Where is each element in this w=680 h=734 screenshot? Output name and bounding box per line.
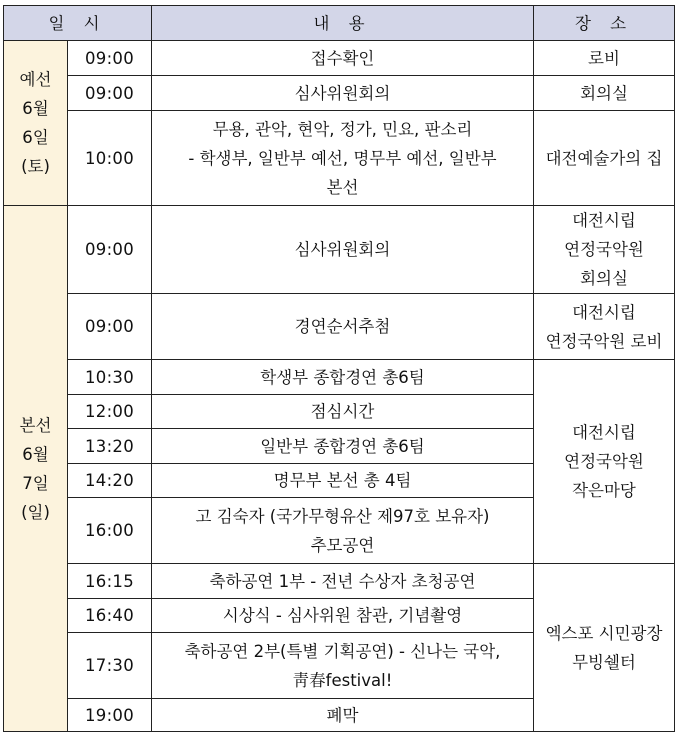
day-label-prelim: 예선 6월 6일 (토) [4, 41, 68, 206]
time-cell: 09:00 [68, 76, 152, 111]
time-cell: 09:00 [68, 294, 152, 360]
place-cell-small-hall: 대전시립 연정국악원 작은마당 [534, 360, 675, 564]
table-row [4, 360, 675, 395]
day-label-final: 본선 6월 7일 (일) [4, 206, 68, 732]
table-row [4, 294, 675, 360]
table-row [4, 41, 675, 76]
header-datetime: 일 시 [4, 6, 152, 41]
time-cell: 09:00 [68, 41, 152, 76]
content-cell: 명무부 본선 총 4팀 [152, 464, 534, 498]
header-place: 장 소 [534, 6, 675, 41]
time-cell: 12:00 [68, 395, 152, 429]
time-cell: 09:00 [68, 206, 152, 294]
table-row [4, 206, 675, 294]
place-cell-expo: 엑스포 시민광장 무빙쉘터 [534, 564, 675, 732]
content-cell: 폐막 [152, 699, 534, 732]
content-cell: 심사위원회의 [152, 76, 534, 111]
table-row [4, 111, 675, 206]
place-cell: 대전예술가의 집 [534, 111, 675, 206]
time-cell: 16:00 [68, 498, 152, 564]
table-row [4, 564, 675, 599]
content-cell: 시상식 - 심사위원 참관, 기념촬영 [152, 599, 534, 633]
place-cell: 로비 [534, 41, 675, 76]
header-row [4, 6, 675, 41]
content-cell: 축하공연 1부 - 전년 수상자 초청공연 [152, 564, 534, 599]
place-cell: 회의실 [534, 76, 675, 111]
content-cell: 학생부 종합경연 총6팀 [152, 360, 534, 395]
content-cell: 고 김숙자 (국가무형유산 제97호 보유자) 추모공연 [152, 498, 534, 564]
time-cell: 16:15 [68, 564, 152, 599]
content-cell: 점심시간 [152, 395, 534, 429]
content-cell: 일반부 종합경연 총6팀 [152, 429, 534, 464]
content-cell: 경연순서추첨 [152, 294, 534, 360]
content-cell: 축하공연 2부(특별 기획공연) - 신나는 국악, 靑春festival! [152, 633, 534, 699]
time-cell: 19:00 [68, 699, 152, 732]
content-cell: 접수확인 [152, 41, 534, 76]
time-cell: 14:20 [68, 464, 152, 498]
place-cell: 대전시립 연정국악원 로비 [534, 294, 675, 360]
time-cell: 10:30 [68, 360, 152, 395]
header-content: 내 용 [152, 6, 534, 41]
table-row [4, 76, 675, 111]
time-cell: 16:40 [68, 599, 152, 633]
time-cell: 10:00 [68, 111, 152, 206]
time-cell: 17:30 [68, 633, 152, 699]
place-cell: 대전시립 연정국악원 회의실 [534, 206, 675, 294]
content-cell: 심사위원회의 [152, 206, 534, 294]
content-cell: 무용, 관악, 현악, 정가, 민요, 판소리 - 학생부, 일반부 예선, 명무부 예선, 일반부 본선 [152, 111, 534, 206]
schedule-table [3, 5, 675, 732]
time-cell: 13:20 [68, 429, 152, 464]
